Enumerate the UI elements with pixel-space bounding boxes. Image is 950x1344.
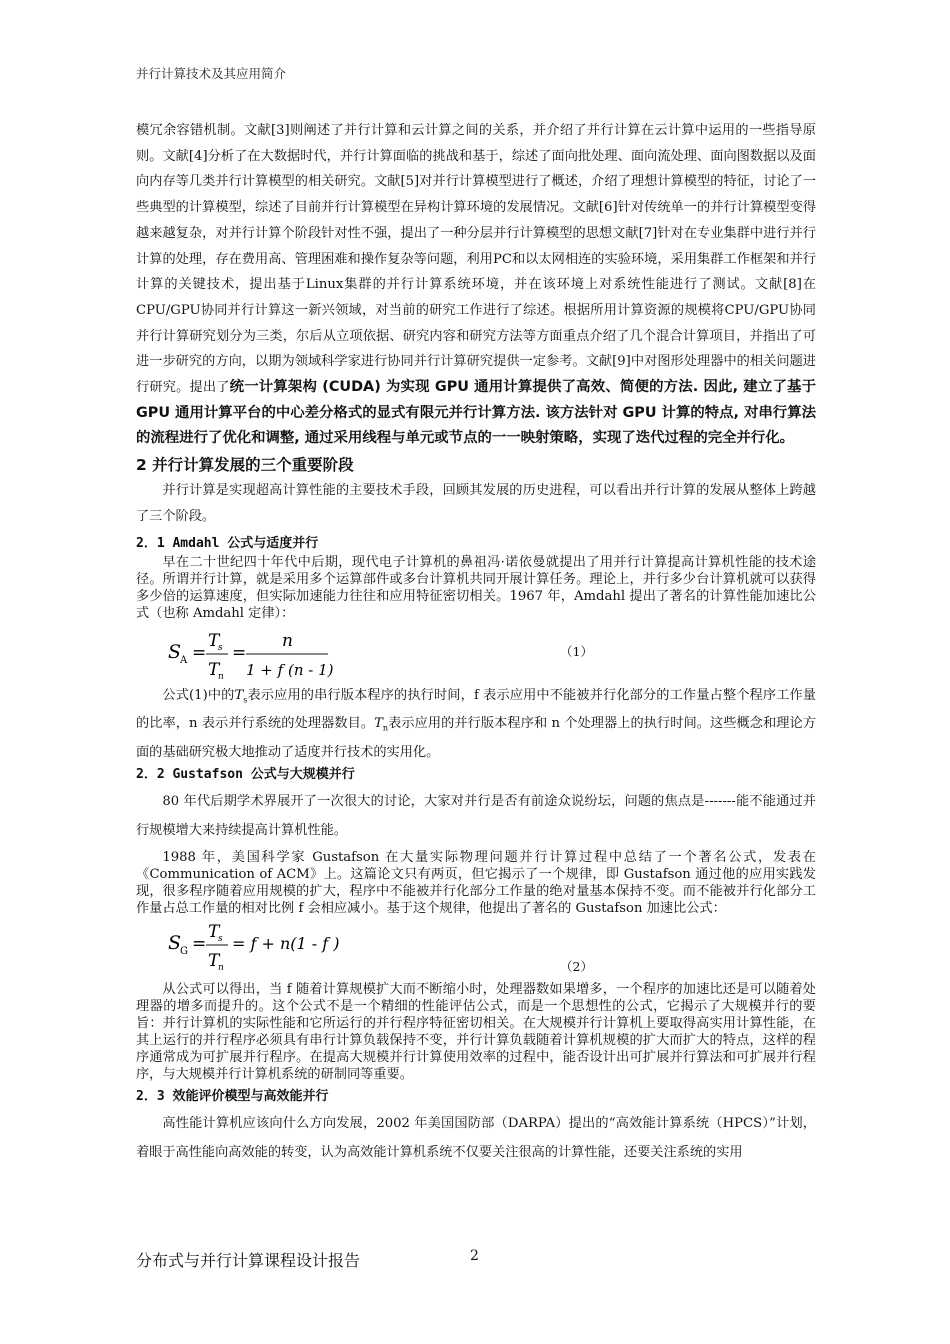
formula-numerator-sub: s [218, 642, 223, 653]
symbol-t2: T [374, 716, 383, 732]
explanation-part-c: 表示应用的并行版本程序和 n 个处理器上的执行时间。这些概念和理论方面的基础研究极大地推动了适度并行技术的实用化。 [136, 716, 817, 760]
section-2-2-paragraph-1: 80 年代后期学术界展开了一次很大的讨论，大家对并行是否有前途众说纷坛，问题的焦点是-------能不能通过并行规模增大来持续提高计算机性能。 [136, 793, 816, 838]
svg-text:=: = [192, 933, 207, 954]
gustafson-formula [136, 917, 816, 975]
symbol-t: T [234, 687, 244, 703]
formula-denominator: T [208, 950, 220, 971]
section-2-1-explanation [136, 684, 816, 765]
symbol-t2-sub: n [382, 723, 389, 733]
gustafson-formula-graphic [166, 917, 406, 975]
section-2-2-heading: 2．2 Gustafson 公式与大规模并行 [136, 766, 355, 782]
section-2-1-heading: 2．1 Amdahl 公式与适度并行 [136, 535, 319, 551]
formula-numerator-sub: s [218, 933, 223, 944]
formula-lhs: S [168, 640, 182, 663]
intro-emphasis-text: 统一计算架构 (CUDA) 为实现 GPU 通用计算提供了高效、简便的方法. 因此, 建立了基于 GPU 通用计算平台的中心差分格式的显式有限元并行计算方法. 该方法针对 GPU 计算的特点, 对串行算法的流程进行了优化和调整, 通过采用线程与单元或节点的一一映射策略，实现了迭代过程的完全并行化。 [136, 379, 816, 447]
section-2-heading: 2 并行计算发展的三个重要阶段 [136, 456, 354, 475]
page-number: 2 [470, 1248, 479, 1264]
formula-lhs-sub: A [180, 654, 188, 666]
amdahl-formula [136, 622, 816, 684]
explanation-part-b: 表示应用的串行版本程序的执行时间，f 表示应用中不能被并行化部分的工作量占整个程序工作量的比率，n 表示并行系统的处理器数目。 [136, 687, 816, 732]
formula-numerator: T [208, 630, 220, 651]
intro-paragraph [136, 118, 816, 452]
section-2-3-paragraph: 高性能计算机应该向什么方向发展，2002 年美国国防部（DARPA）提出的“高效能计算系统（HPCS）”计划，着眼于高性能向高效能的转变，认为高效能计算机系统不仅要关注很高的计算性能，还要关注系统的实用 [136, 1115, 816, 1160]
formula-rhs-numerator: n [282, 630, 293, 651]
amdahl-formula-graphic [166, 624, 406, 684]
symbol-t-sub: s [243, 695, 248, 705]
section-2-2-paragraph-2: 1988 年，美国科学家 Gustafson 在大量实际物理问题并行计算过程中总结了一个著名公式，发表在《Communication of ACM》上。这篇论文只有两页，但它揭示了一个规律，即 Gustafson 通过他的应用实践发现，很多程序随着应用规模的扩大，程序中不能被并行化部分工作量的绝对量基本保持不变。而不能被并行化部分工作量占总工作量的相对比例 f 会相应减小。基于这个规律，他提出了著名的 Gustafson 加速比公式： [136, 849, 816, 916]
section-2-paragraph: 并行计算是实现超高计算性能的主要技术手段，回顾其发展的历史进程，可以看出并行计算的发展从整体上跨越了三个阶段。 [136, 483, 816, 524]
formula-rhs: = f + n(1 - f ) [232, 933, 340, 953]
running-header: 并行计算技术及其应用简介 [136, 66, 287, 81]
equation-number-1: （1） [560, 643, 593, 659]
intro-text: 模冗余容错机制。文献[3]则阐述了并行计算和云计算之间的关系，并介绍了并行计算在云计算中运用的一些指导原则。文献[4]分析了在大数据时代，并行计算面临的挑战和基于，综述了面向批处理、面向流处理、面向图数据以及面向内存等几类并行计算模型的相关研究。文献[5]对并行计算模型进行了概述，介绍了理想计算模型的特征，讨论了一些典型的计算模型，综述了目前并行计算模型在异构计算环境的发展情况。文献[6]针对传统单一的并行计算模型变得越来越复杂，对并行计算个阶段针对性不强，提出了一种分层并行计算模型的思想文献[7]针对在专业集群中进行并行计算的处理，存在费用高、管理困难和操作复杂等问题，利用PC和以太网相连的实验环境，采用集群工作框架和并行计算的关键技术，提出基于Linux集群的并行计算系统环境，并在该环境上对系统性能进行了测试。文献[8]在CPU/GPU协同并行计算这一新兴领域，对当前的研究工作进行了综述。根据所用计算资源的规模将CPU/GPU协同并行计算研究划分为三类，尔后从立项依据、研究内容和研究方法等方面重点介绍了几个混合计算项目，并指出了可进一步研究的方向，以期为领域科学家进行协同并行计算研究提供一定参考。文献[9]中对图形处理器中的相关问题进行研究。提出了 [136, 123, 816, 396]
section-2-3-heading: 2．3 效能评价模型与高效能并行 [136, 1088, 329, 1104]
section-2-1-paragraph: 早在二十世纪四十年代中后期，现代电子计算机的鼻祖冯·诺依曼就提出了用并行计算提高计算机性能的技术途径。所谓并行计算，就是采用多个运算部件或多台计算机共同开展计算任务。理论上，并行多少台计算机就可以获得多少倍的运算速度，但实际加速能力往往和应用特征密切相关。1967 年，Amdahl 提出了著名的计算性能加速比公式（也称 Amdahl 定律）： [136, 554, 816, 621]
formula-lhs: S [168, 931, 182, 954]
formula-numerator: T [208, 921, 220, 942]
main-content [136, 118, 816, 1167]
equation-number-2: （2） [560, 958, 593, 974]
formula-denominator: T [208, 659, 220, 680]
formula-denominator-sub: n [218, 671, 224, 682]
svg-text:=: = [232, 642, 247, 663]
section-2-2-paragraph-3: 从公式可以得出，当 f 随着计算规模扩大而不断缩小时，处理器数如果增多，一个程序的加速比还是可以随着处理器的增多而提升的。这个公式不是一个精细的性能评估公式，而是一个思想性的公式，它揭示了大规模并行的要旨：并行计算机的实际性能和它所运行的并行程序特征密切相关。在大规模并行计算机上要取得高实用计算性能，在其上运行的并行程序必须具有串行计算负载保持不变，并行计算负载随着计算机规模的扩大而扩大的特点，这样的程序通常成为可扩展并行程序。在提高大规模并行计算使用效率的过程中，能否设计出可扩展并行算法和可扩展并行程序，与大规模并行计算机系统的研制同等重要。 [136, 981, 816, 1082]
formula-denominator-sub: n [218, 962, 224, 973]
explanation-part-a: 公式(1)中的 [162, 687, 235, 703]
svg-text:=: = [192, 642, 207, 663]
formula-lhs-sub: G [180, 945, 188, 957]
formula-rhs-denominator: 1 + f (n - 1) [246, 660, 334, 679]
footer-title: 分布式与并行计算课程设计报告 [136, 1251, 361, 1270]
